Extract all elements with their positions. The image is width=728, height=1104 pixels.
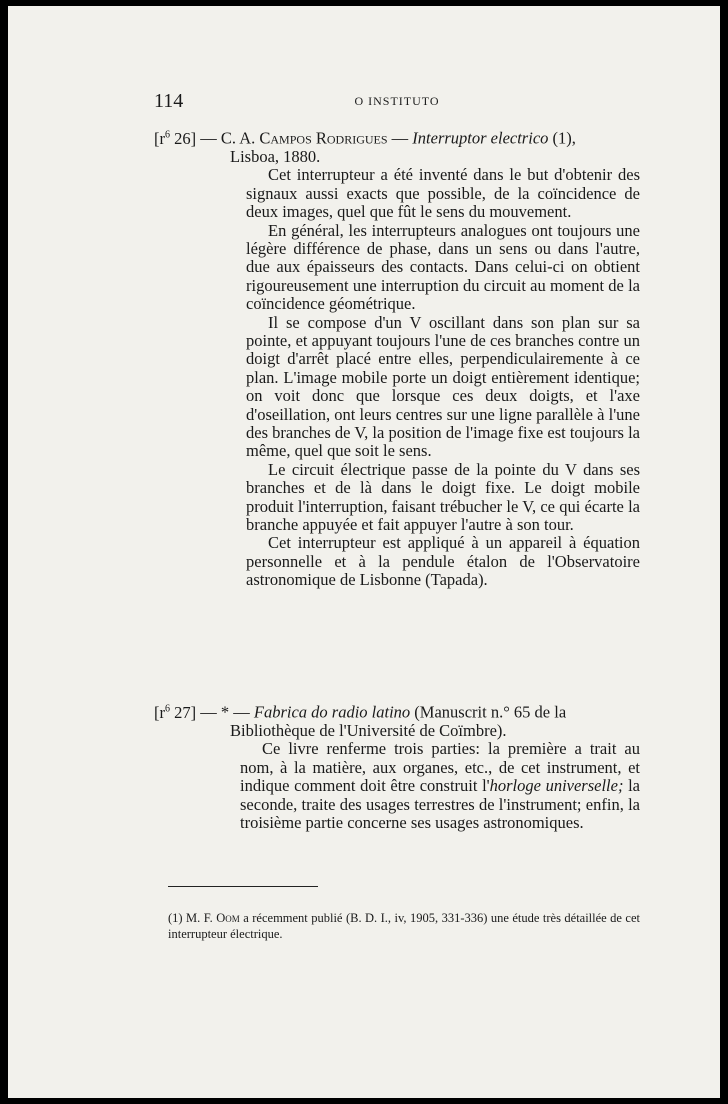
entry-place: Lisboa, 1880.	[230, 146, 321, 166]
entry-body	[154, 166, 640, 589]
entry-title: Interruptor electrico	[412, 128, 549, 148]
page-header	[154, 90, 640, 112]
entry-reference: [$r^6$ 26]	[154, 128, 197, 148]
footnote-reference: (1),	[548, 128, 576, 148]
entry-heading: [$r^6$ 27] — * — Fabrica do radio latino (Manuscrit n.° 65 de la Bibliothèque de l'Université de Coïmbre).	[154, 700, 640, 740]
page-number: 114	[154, 90, 184, 112]
entry-26	[154, 126, 640, 590]
entry-place: Bibliothèque de l'Université de Coïmbre).	[230, 720, 507, 740]
footnote: (1) M. F. Oom a récemment publié (B. D. I., iv, 1905, 331-336) une étude très détaillée de cet interrupteur électrique.	[168, 911, 641, 941]
entry-body	[154, 740, 640, 832]
entry-title: Fabrica do radio latino	[253, 702, 411, 722]
entry-heading: [$r^6$ 26] — C. A. Campos Rodrigues — Interruptor electrico (1), Lisboa, 1880.	[154, 126, 640, 166]
paragraph: Cet interrupteur a été inventé dans le but d'obtenir des signaux aussi exacts que possible, de la coïncidence de deux images, quel que fût le sens du mouvement.	[246, 165, 640, 222]
paragraph: En général, les interrupteurs analogues ont toujours une légère différence de phase, dans un sens ou dans l'autre, due aux épaisseurs des contacts. Dans celui-ci on obtient rigoureusement une interruption du circuit au moment de la coïncidence géométrique.	[246, 220, 640, 314]
paragraph: Le circuit électrique passe de la pointe du V dans ses branches et de là dans le doigt fixe. Le doigt mobile produit l'interruption, faisant trébucher le V, ce qui écarte la branche appuyée et fait appuyer l'autre à son tour.	[246, 459, 640, 535]
entry-author: C. A. Campos Rodrigues	[220, 128, 388, 148]
footnote-divider	[168, 886, 318, 887]
paragraph: Cet interrupteur est appliqué à un appareil à équation personnelle et à la pendule étalon de l'Observatoire astronomique de Lisbonne (Tapada).	[246, 533, 640, 590]
entry-27	[154, 700, 640, 832]
book-page	[8, 6, 720, 1098]
entry-reference: [$r^6$ 27]	[154, 702, 197, 722]
running-head: O INSTITUTO	[354, 94, 440, 108]
paragraph: Il se compose d'un V oscillant dans son plan sur sa pointe, et appuyant toujours l'une de ces branches contre un doigt d'arrêt placé entre elles, perpendiculairemente à ce plan. L'image mobile porte un doigt entièrement identique; on voit donc que lorsque ces deux doigts, et l'axe d'oseillation, ont leurs centres sur une ligne parallèle à l'une des branches de V, la position de l'image fixe est toujours la même, quel que soit le sens.	[246, 312, 640, 461]
paragraph: Ce livre renferme trois parties: la première a trait au nom, à la matière, aux organes, etc., de cet instrument, et indique comment doit être construit l'horloge universelle; la seconde, traite des usages terrestres de l'instrument; enfin, la troisième partie concerne ses usages astronomiques.	[240, 739, 640, 832]
